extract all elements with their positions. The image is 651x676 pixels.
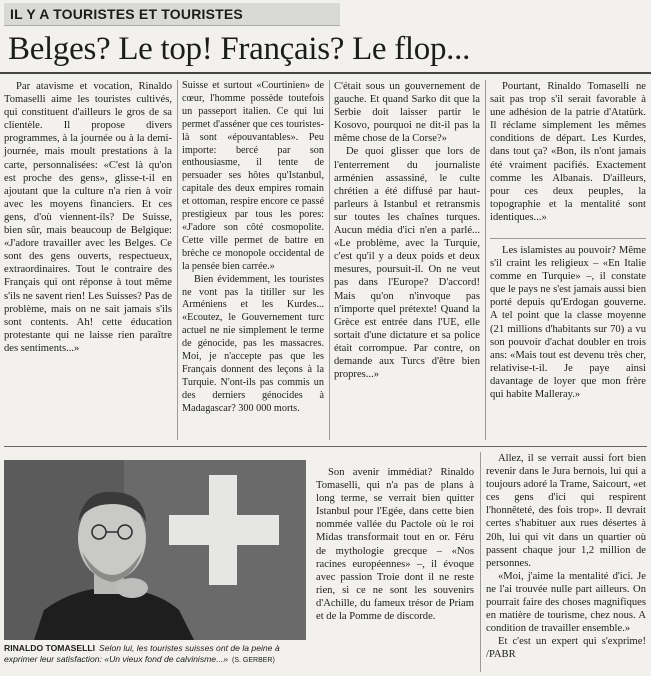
paragraph: Par atavisme et vocation, Rinaldo Tomaselli aime les touristes cultivés, qui constituent d'ailleurs le gros de sa clientèle. Il propose divers programmes, à la journée ou à la demi-journée, mais moult prestations à la carte, personnalisées: «C'est là qu'on est proche des gens», glisse-t-il en ajoutant que la culture n'a rien à voir avec les moyens financiers. Et ces gens, d'où viennent-ils? De Suisse, bien sûr, mais beaucoup de Belgique: «J'adore travailler avec les Belges. Ce sont des gens ouverts, respectueux, extraordinaires. Tout le contraire des Français qui ont réponse à tout même s'ils ne savent rien! Les Suisses? Pas de problème, mais on ne sait jamais s'ils sont contents. Ah! cette éducation protestante qui ne laisse rien paraître des sentiments...»: [4, 81, 172, 354]
paragraph: Son avenir immédiat? Rinaldo Tomaselli, qui n'a pas de plans à long terme, se verrait bien quitter Istanbul pour l'Egée, dans cette bien nommée vallée du Pactole où le roi Midas transformait tout en or. Féru de mythologie grecque – «Nos racines européennes» –, il évoque avec passion Troie dont il ne reste rien, si ce ne sont les souvenirs d'Achille, du fameux trésor de Priam et de la Pomme de discorde.: [316, 467, 474, 623]
paragraph: C'était sous un gouvernement de gauche. Et quand Sarko dit que la Serbie doit laisser partir le Kosovo, pourquoi ne dit-il pas la même chose de la Corse?»: [334, 81, 480, 145]
photo-credit: (S. GERBER): [232, 657, 275, 664]
caption-name: RINALDO TOMASELLI: [4, 643, 96, 653]
portrait-illustration: [4, 460, 306, 640]
section-divider: [4, 446, 647, 447]
column-divider: [177, 80, 178, 440]
column-1: [4, 80, 172, 355]
column-divider: [490, 238, 646, 239]
column-3: [334, 80, 480, 381]
column-4-top: [490, 80, 646, 224]
kicker: IL Y A TOURISTES ET TOURISTES: [4, 3, 340, 26]
paragraph: De quoi glisser que lors de l'enterrement du journaliste arménien assassiné, le culte chrétien a été diffusé par haut-parleurs à Istanbul et retransmis sur toutes les chaînes turques. Aucun média d'ici n'en a parlé... «Le problème, avec la Turquie, c'est qu'il y a deux poids et deux mesures, poursuit-il. On ne veut pas dans l'Europe? D'accord! Mais qu'on n'invoque pas n'importe quel prétexte! Quand la Grèce est entrée dans l'UE, elle sortait d'une dictature et sa police était corrompue. Par contre, on demande aux Turcs d'être bien propres...»: [334, 146, 480, 381]
column-6: [486, 452, 646, 662]
column-divider: [485, 80, 486, 440]
caption-text: Selon lui, les touristes suisses ont de la peine à exprimer leur satisfaction: «Un vieux fond de calvinisme...»: [4, 643, 280, 664]
paragraph: «Moi, j'aime la mentalité d'ici. Je ne l'ai trouvée nulle part ailleurs. On pourrait faire des choses magnifiques en matière de tourisme, chez nous. A condition de travailler ensemble.»: [486, 570, 646, 635]
headline: Belges? Le top! Français? Le flop...: [8, 31, 471, 67]
column-4-bottom: [490, 244, 646, 401]
paragraph: Bien évidemment, les touristes ne vont pas la titiller sur les Arméniens et les Kurdes... «Ecoutez, le Gouvernement turc actuel ne nie simplement le terme de génocide, pas les massacres. Moi, je n'accepte pas que les Français donnent des leçons à la Turquie. N'ont-ils pas commis un des derniers génocides à Madagascar? 300 000 morts.: [182, 273, 324, 414]
column-5: [316, 466, 474, 623]
column-divider: [480, 452, 481, 672]
paragraph: Pourtant, Rinaldo Tomaselli ne sait pas trop s'il serait favorable à une adhésion de la patrie d'Atatürk. Il réclame simplement les mêmes conditions de départ. Les Kurdes, dans tout ça? «Bon, ils n'ont jamais été vraiment pacifiés. Exactement comme les Albanais. D'ailleurs, pour ces deux peuples, la topographie et la mentalité sont identiques...»: [490, 81, 646, 223]
column-divider: [329, 80, 330, 440]
photo-caption: [4, 643, 306, 666]
portrait-photo: [4, 460, 306, 640]
paragraph: Et c'est un expert qui s'exprime! /PABR: [486, 636, 646, 661]
paragraph: Suisse et surtout «Courtinien» de cœur, l'homme possède toutefois un passeport italien. Ce qui lui permet d'asséner que ces touristes-là sont «épouvantables». Peu importe: bercé par son enthousiasme, il tente de persuader ses hôtes qu'Istanbul, capitale des deux empires romain et ottoman, respire encore ce passé prestigieux par tous les pores: «J'adore son côté cosmopolite. Cette ville permet de battre en brèche ce monopole occidental de la pensée bien carrée.»: [182, 80, 324, 272]
paragraph: Les islamistes au pouvoir? Même s'il craint les religieux – «En Italie comme en Turquie» –, il constate que le pays ne s'est jamais aussi bien porté depuis qu'Erdogan gouverne. A tel point que la classe moyenne (21 millions d'habitants sur 70) a vu son pouvoir d'achat doubler en trois ans: «Mais tout est devenu très cher, relativise-t-il. Je paye ainsi davantage de loyer que mon frère qui habite Malleray.»: [490, 245, 646, 401]
headline-rule: [0, 72, 651, 74]
paragraph: Allez, il se verrait aussi fort bien revenir dans le Jura bernois, lui qui a toujours adoré la Trame, Saicourt, «et ces gens d'ici qui respirent l'honnêteté, des fois trop». Il devrait certes s'habituer aux rues désertes à 20h, lui qui vit dans un quartier où passent chaque jour 1,2 million de personnes.: [486, 453, 646, 569]
column-2: [182, 80, 324, 416]
